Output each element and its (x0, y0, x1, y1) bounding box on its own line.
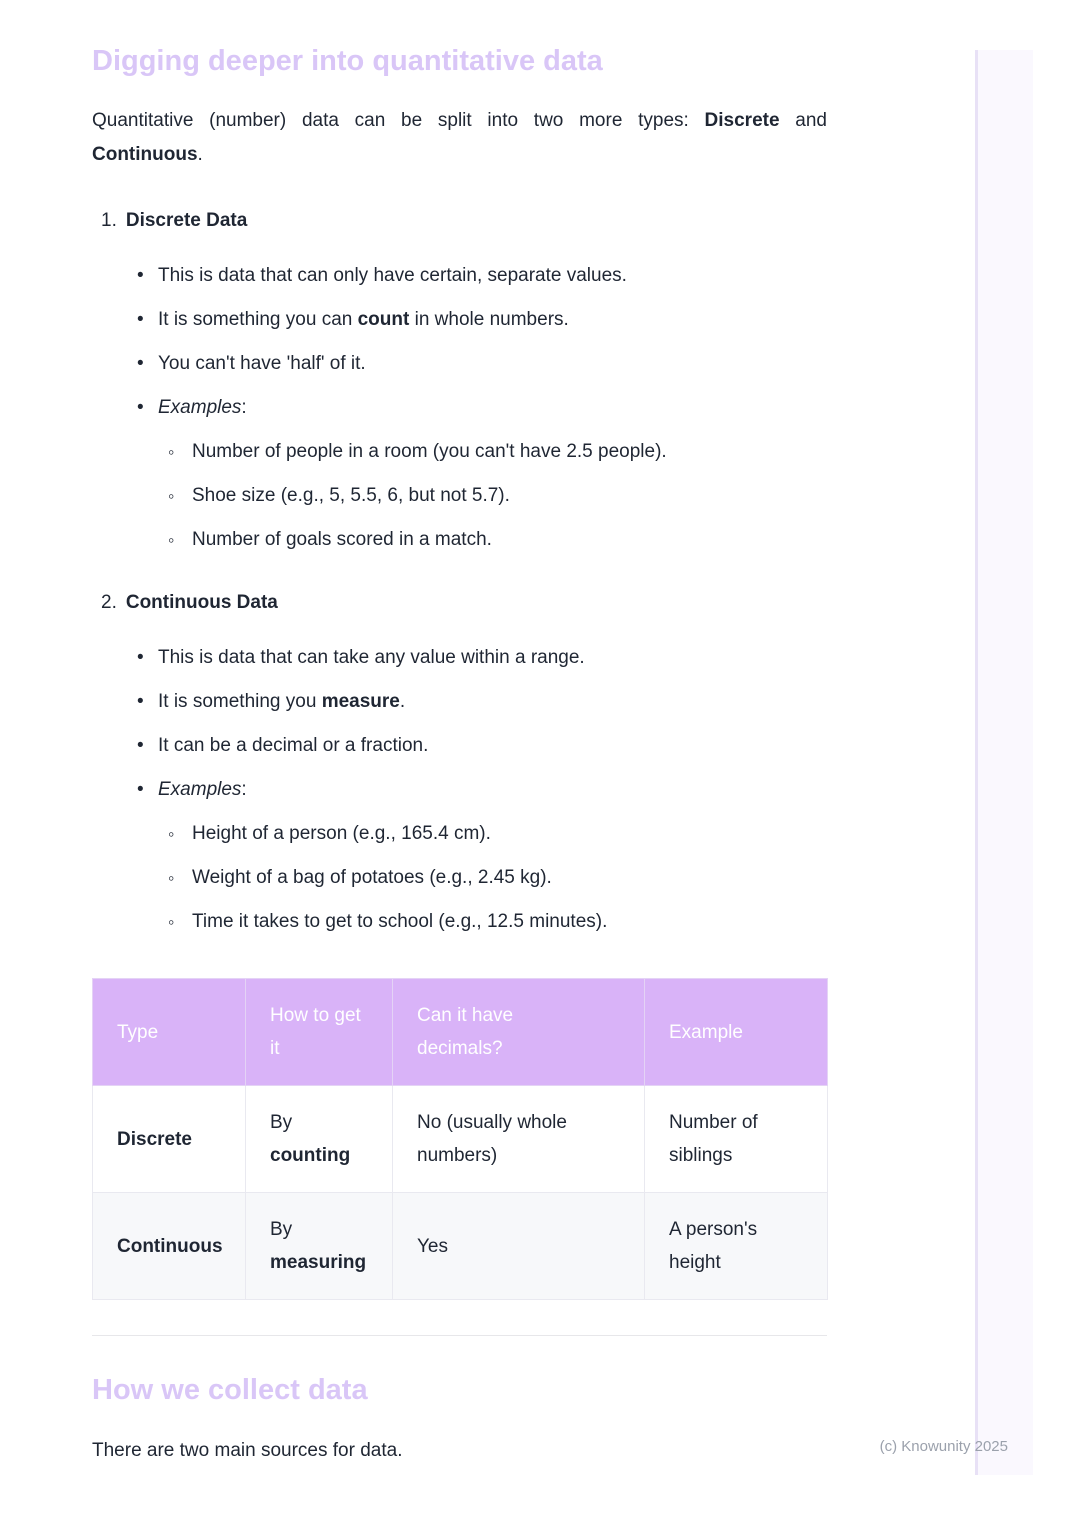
sub-bullet-item: ◦ Time it takes to get to school (e.g., 12.5 minutes). (158, 908, 827, 936)
side-strip (975, 50, 1033, 1475)
table-cell-decimals: No (usually whole numbers) (393, 1086, 645, 1193)
bullet-item (92, 350, 827, 378)
data-types-table (92, 978, 828, 1300)
table-header-decimals (393, 979, 645, 1086)
text-run: in whole numbers. (409, 309, 569, 330)
continuous-bullet-list (92, 644, 827, 936)
text-run: . (399, 691, 406, 712)
text-run-italic: Examples (158, 779, 242, 800)
table-cell-example: A person's height (645, 1193, 828, 1300)
sub-bullet-item: ◦ Number of people in a room (you can't have 2.5 people). (158, 438, 827, 466)
discrete-examples-list (158, 438, 827, 554)
sub-bullet-item: ◦ Shoe size (e.g., 5, 5.5, 6, but not 5.7). (158, 482, 827, 510)
text-run: This is data that can only have certain, separate values. (158, 265, 627, 286)
text-run: . (197, 144, 203, 165)
bullet-item-examples (92, 394, 827, 554)
footer-copyright: (c) Knowunity 2025 (879, 1438, 1008, 1455)
intro-paragraph (92, 104, 827, 172)
collect-section-title: How we collect data (92, 1374, 368, 1406)
text-run: and (779, 110, 827, 131)
list-number: 2. (101, 592, 117, 613)
discrete-bullet-list (92, 262, 827, 554)
sub-bullet-item: ◦ Height of a person (e.g., 165.4 cm). (158, 820, 827, 848)
table-cell-how (246, 1193, 393, 1300)
discrete-heading-label: Discrete Data (125, 210, 248, 231)
text-run: It is something you (158, 691, 322, 712)
text-run-bold: Continuous (117, 1235, 223, 1257)
table-header-type (93, 979, 246, 1086)
bullet-item (92, 732, 827, 760)
continuous-section-heading (92, 591, 827, 615)
table-row-continuous (93, 1193, 828, 1300)
text-run: By (270, 1112, 293, 1133)
text-run-bold: Discrete (117, 1128, 192, 1150)
text-run-bold: Continuous (92, 144, 198, 165)
text-run: You can't have 'half' of it. (158, 353, 366, 374)
table-header-row (93, 979, 828, 1086)
table-header-how (246, 979, 393, 1086)
table-row-discrete (93, 1086, 828, 1193)
text-run: It is something you can (158, 309, 358, 330)
collect-paragraph: There are two main sources for data. (92, 1440, 403, 1461)
section-divider (92, 1335, 827, 1336)
text-run: By (270, 1219, 293, 1240)
bullet-item (92, 688, 827, 716)
table-cell-type (93, 1086, 246, 1193)
table-cell-type (93, 1193, 246, 1300)
text-run-bold: measure (321, 691, 400, 712)
text-run: It can be a decimal or a fraction. (158, 735, 429, 756)
text-run-bold: counting (270, 1145, 351, 1166)
text-run-bold: measuring (270, 1252, 367, 1273)
text-run: Type (117, 1021, 159, 1043)
bullet-item (92, 262, 827, 290)
sub-bullet-item: ◦ Weight of a bag of potatoes (e.g., 2.45 kg). (158, 864, 827, 892)
text-run: This is data that can take any value within a range. (158, 647, 585, 668)
bullet-item (92, 306, 827, 334)
continuous-examples-list (158, 820, 827, 936)
text-run: Quantitative (number) data can be split into two more types: (92, 110, 705, 131)
text-run: Can it have decimals? (417, 1005, 514, 1059)
text-run-bold: count (357, 309, 410, 330)
sub-bullet-item: ◦ Number of goals scored in a match. (158, 526, 827, 554)
page-title: Digging deeper into quantitative data (92, 45, 603, 77)
text-run: : (241, 397, 247, 418)
bullet-item (92, 644, 827, 672)
table-cell-decimals: Yes (393, 1193, 645, 1300)
text-run: How to get it (270, 1005, 361, 1059)
continuous-heading-label: Continuous Data (125, 592, 278, 613)
bullet-item-examples (92, 776, 827, 936)
document-content (92, 0, 827, 1465)
text-run: Example (669, 1021, 743, 1043)
table-header-example (645, 979, 828, 1086)
text-run-italic: Examples (158, 397, 242, 418)
discrete-section-heading (92, 209, 827, 233)
text-run-bold: Discrete (704, 110, 780, 131)
table-cell-example: Number of siblings (645, 1086, 828, 1193)
list-number: 1. (101, 210, 117, 231)
table-cell-how (246, 1086, 393, 1193)
text-run: : (241, 779, 247, 800)
